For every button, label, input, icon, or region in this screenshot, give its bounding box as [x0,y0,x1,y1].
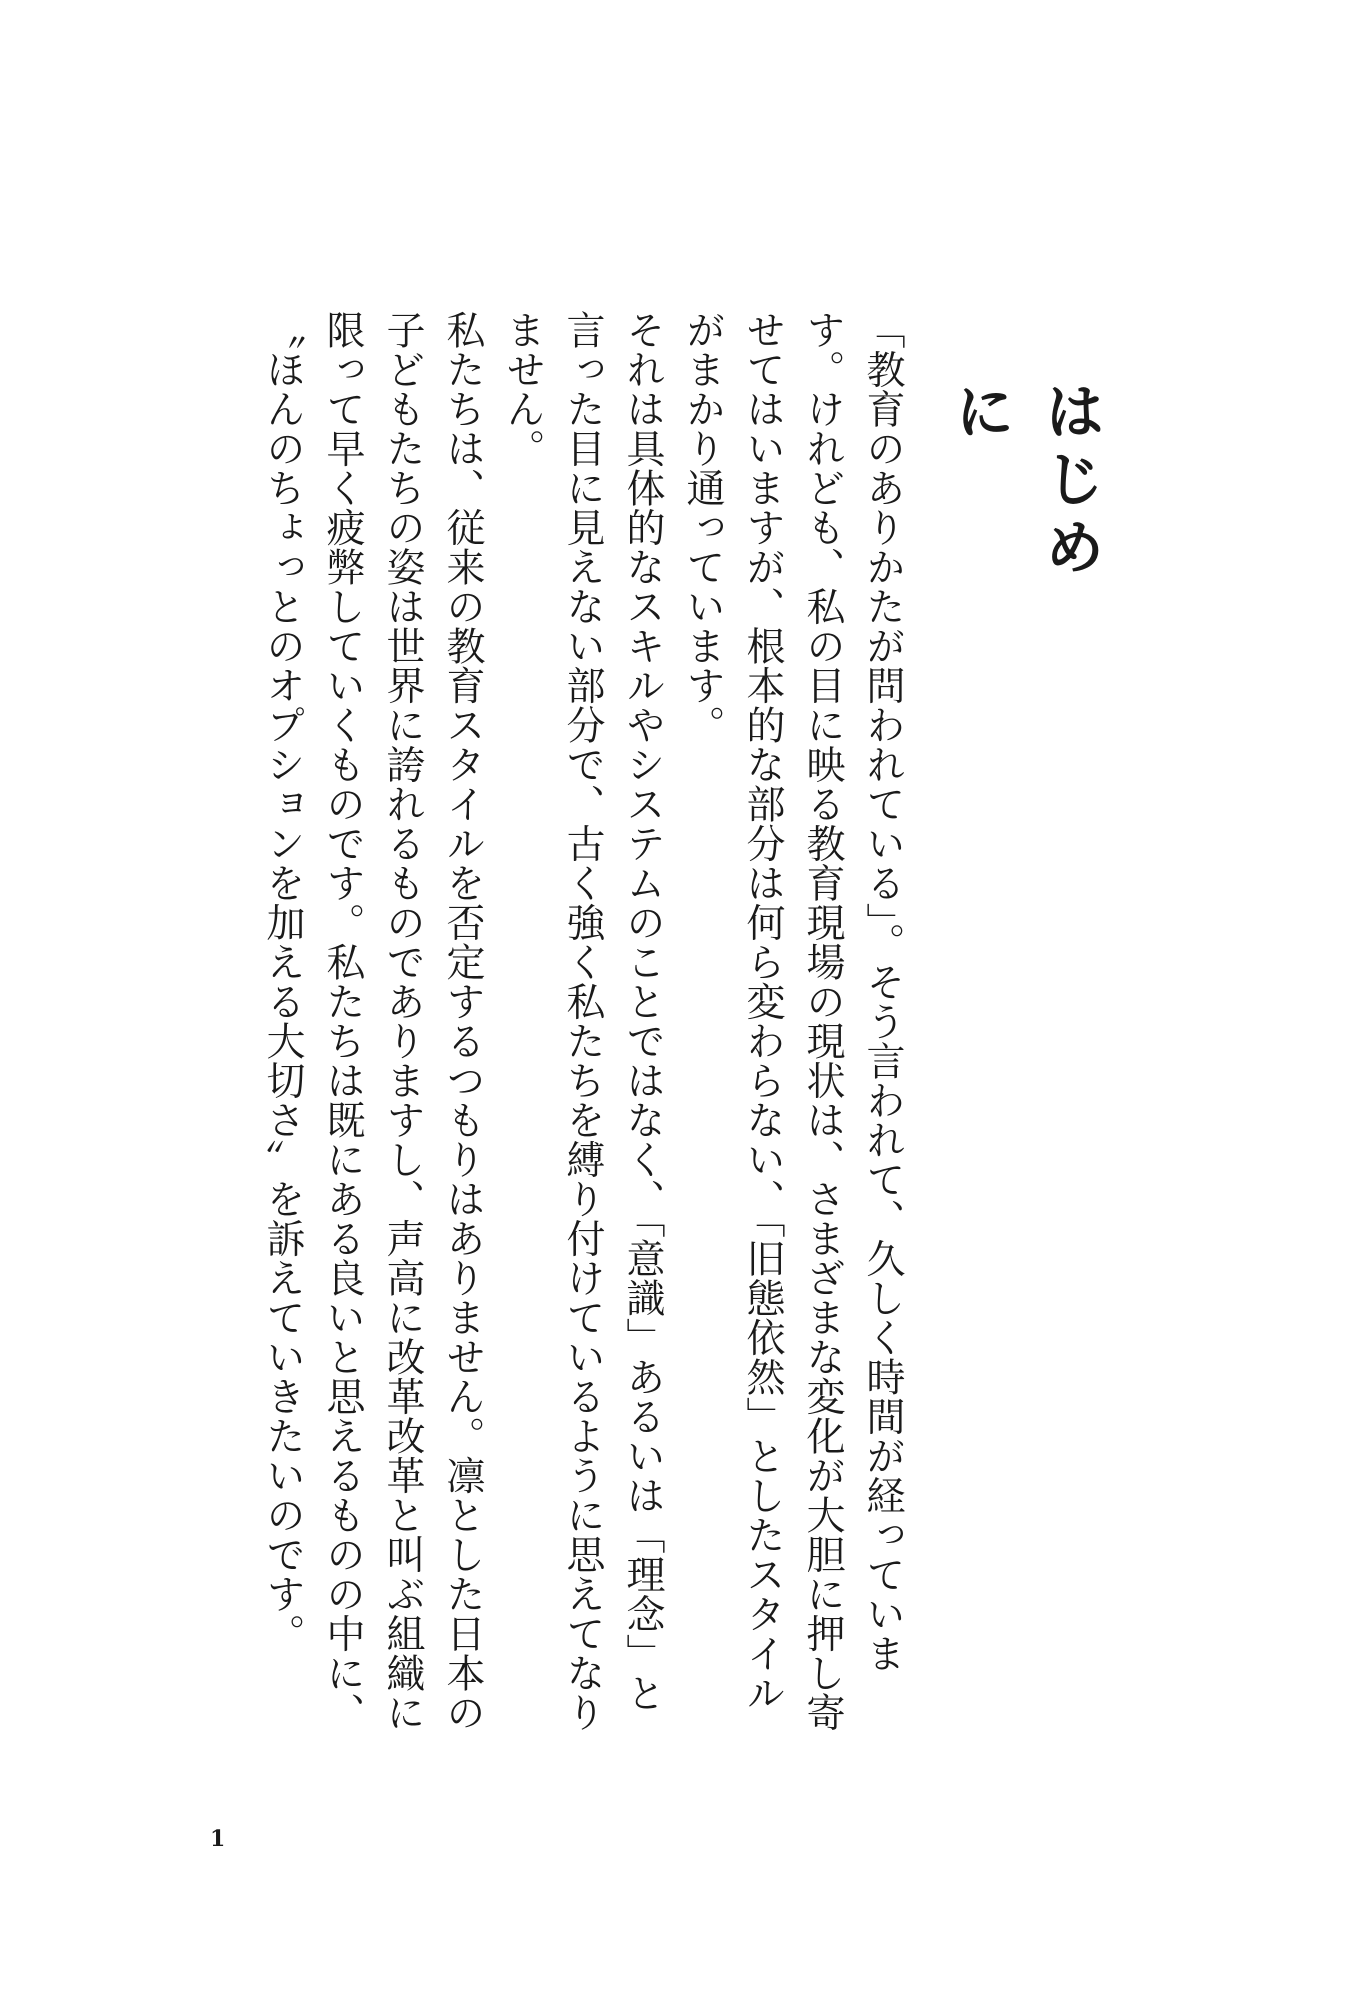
paragraph-1: 「教育のありかたが問われている」。そう言われて、久しく時間が経っています。けれども、私の目に映る教育現場の現状は、さまざまな変化が大胆に押し寄せてはいますが、根本的な部分は何ら変わらない、「旧態依然」としたスタイルがまかり通っています。 [680,310,905,1732]
chapter-title: はじめに [945,380,1105,584]
body-text [192,310,912,1750]
paragraph-3: 私たちは、従来の教育スタイルを否定するつもりはありません。凛とした日本の子どもたちの姿は世界に誇れるものでありますし、声高に改革改革と叫ぶ組織に限って早く疲弊していくものです。私たちは既にある良いと思えるものの中に、〝ほんのちょっとのオプションを加える大切さ〟を訴えていきたいのです。 [260,310,485,1732]
paragraph-2: それは具体的なスキルやシステムのことではなく、「意識」あるいは「理念」と言った目に見えない部分で、古く強く私たちを縛り付けているように思えてなりません。 [500,310,665,1732]
page-number: 1 [210,1826,226,1852]
